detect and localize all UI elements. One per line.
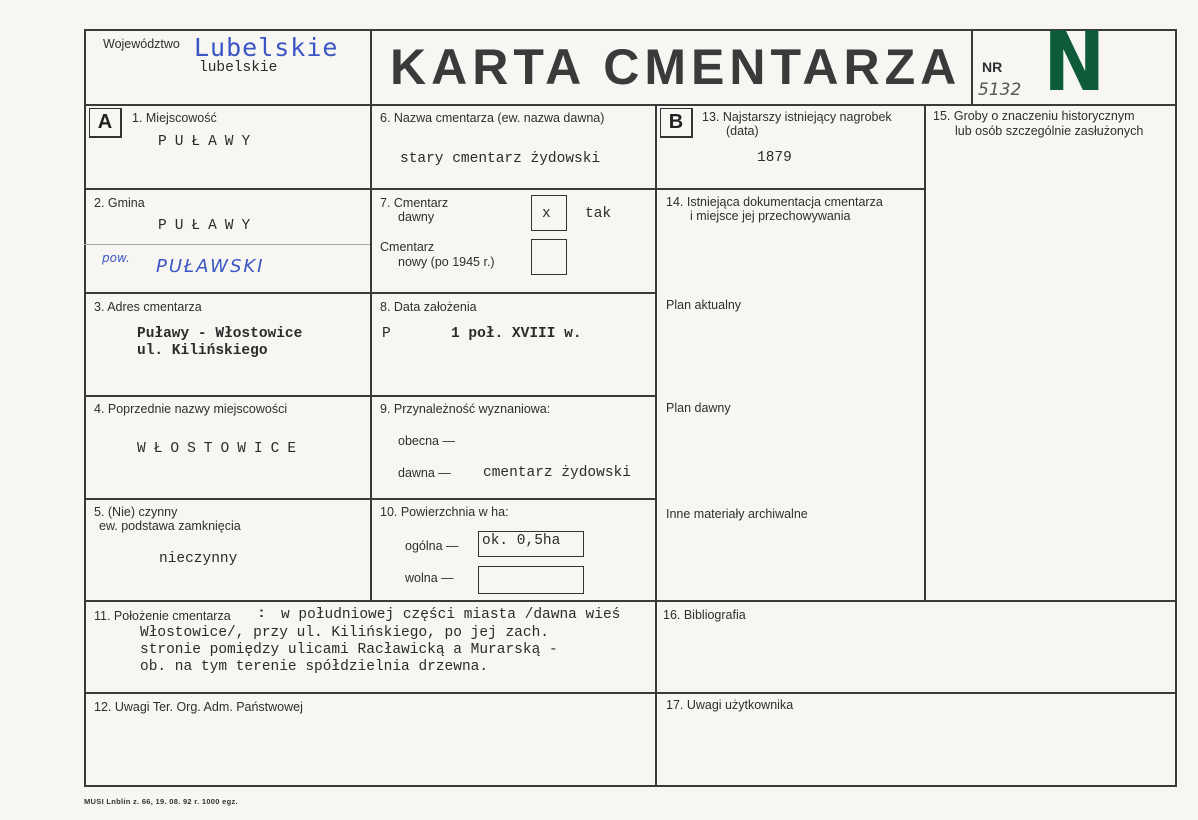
field-7-new-label-line2: nowy (po 1945 r.) xyxy=(398,255,495,269)
field-4-value: WŁOSTOWICE xyxy=(137,441,305,457)
voivodeship-typed: lubelskie xyxy=(199,60,278,76)
section-a-marker: A xyxy=(89,108,122,138)
field-10-label: 10. Powierzchnia w ha: xyxy=(380,505,509,519)
field-14-other-materials: Inne materiały archiwalne xyxy=(666,507,808,521)
field-11-line4: ob. na tym terenie spółdzielnia drzewna. xyxy=(140,659,489,675)
field-7-label-line1: 7. Cmentarz xyxy=(380,196,449,210)
field-15-label-line1: 15. Groby o znaczeniu historycznym xyxy=(933,109,1135,123)
field-3-label: 3. Adres cmentarza xyxy=(94,300,202,314)
field-15-label-line2: lub osób szczególnie zasłużonych xyxy=(955,124,1144,138)
field-8-label: 8. Data założenia xyxy=(380,300,477,314)
field-11-colon: : xyxy=(259,604,264,621)
field-14-plan-former: Plan dawny xyxy=(666,401,731,415)
field-4-label: 4. Poprzednie nazwy miejscowości xyxy=(94,402,288,416)
field-12-label: 12. Uwagi Ter. Org. Adm. Państwowej xyxy=(94,700,303,714)
field-13-label-line2: (data) xyxy=(726,124,759,138)
field-8-prefix: P xyxy=(382,326,391,342)
field-14-label-line1: 14. Istniejąca dokumentacja cmentarza xyxy=(666,195,883,209)
field-11-line3: stronie pomiędzy ulicami Racławicką a Murarską - xyxy=(140,642,558,658)
field-11-line1: w południowej części miasta /dawna wieś xyxy=(281,607,621,623)
field-11-label: 11. Położenie cmentarza xyxy=(94,609,231,623)
voivodeship-label: Województwo xyxy=(103,37,180,51)
field-5-label-line2: ew. podstawa zamknięcia xyxy=(99,519,241,533)
field-5-label-line1: 5. (Nie) czynny xyxy=(94,505,178,519)
nr-marker: N xyxy=(1043,15,1106,110)
field-3-line2: ul. Kilińskiego xyxy=(137,343,268,359)
nr-label: NR xyxy=(982,59,1003,75)
field-14-plan-current: Plan aktualny xyxy=(666,298,742,312)
printer-imprint: MUSI Lnblin z. 66, 19. 08. 92 r. 1000 egz. xyxy=(84,797,238,806)
page-title: KARTA CMENTARZA xyxy=(390,39,962,95)
field-10-free-box[interactable] xyxy=(478,566,584,594)
field-13-value: 1879 xyxy=(757,150,792,166)
field-7-mark: x xyxy=(542,206,551,222)
field-10-total-value: ok. 0,5ha xyxy=(482,533,561,549)
field-10-total-label: ogólna — xyxy=(405,539,459,553)
field-10-free-label: wolna — xyxy=(405,571,454,585)
field-7-new-label-line1: Cmentarz xyxy=(380,240,435,254)
field-3-line1: Puławy - Włostowice xyxy=(137,326,303,342)
field-9-current-label: obecna — xyxy=(398,434,455,448)
field-2-pow-value: PUŁAWSKI xyxy=(156,256,265,277)
field-1-label: 1. Miejscowość xyxy=(132,111,217,125)
field-1-value: PUŁAWY xyxy=(158,134,259,150)
field-2-label: 2. Gmina xyxy=(94,196,145,210)
field-6-label: 6. Nazwa cmentarza (ew. nazwa dawna) xyxy=(380,111,605,125)
field-9-former-label: dawna — xyxy=(398,466,451,480)
field-7-label-line2: dawny xyxy=(398,210,435,224)
nr-handwritten: 5132 xyxy=(978,80,1022,100)
field-5-value: nieczynny xyxy=(159,551,238,567)
field-11-line2: Włostowice/, przy ul. Kilińskiego, po jej zach. xyxy=(140,625,549,641)
field-2-value: PUŁAWY xyxy=(158,218,259,234)
field-2-pow-prefix: pow. xyxy=(102,251,130,265)
field-7-new-checkbox[interactable] xyxy=(531,239,567,275)
field-14-label-line2: i miejsce jej przechowywania xyxy=(690,209,851,223)
field-8-value: 1 poł. XVIII w. xyxy=(451,326,582,342)
field-17-label: 17. Uwagi użytkownika xyxy=(666,698,794,712)
voivodeship-stamp: Lubelskie xyxy=(194,33,339,62)
section-b-marker: B xyxy=(660,108,693,138)
field-13-label-line1: 13. Najstarszy istniejący nagrobek xyxy=(702,110,892,124)
field-6-value: stary cmentarz żydowski xyxy=(400,151,601,167)
field-9-label: 9. Przynależność wyznaniowa: xyxy=(380,402,551,416)
field-16-label: 16. Bibliografia xyxy=(663,608,746,622)
field-9-former-value: cmentarz żydowski xyxy=(483,465,631,481)
field-7-mark-text: tak xyxy=(585,206,612,222)
